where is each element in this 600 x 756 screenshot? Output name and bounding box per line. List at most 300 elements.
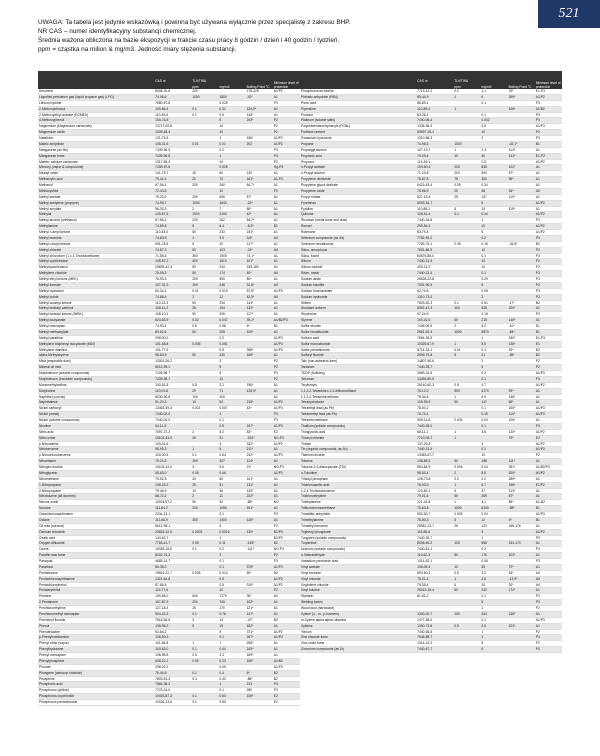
boiling-point-cell: 106* — [508, 106, 535, 112]
ppm-cell: 0.3 — [191, 676, 218, 682]
mg-cell: 0.85 — [218, 700, 245, 706]
cas-cell: 298-00-0 — [154, 335, 191, 341]
protection-cell: A1/P3 — [535, 371, 562, 377]
ppm-cell: 0.1 — [191, 112, 218, 118]
substance-cell: Pentaborane — [38, 570, 154, 576]
protection-cell: A1/P3 — [273, 664, 300, 670]
mg-cell: 205 — [218, 312, 245, 318]
cas-cell: 7440-65-5 — [416, 629, 453, 635]
cas-cell: 25013-15-4 — [416, 588, 453, 594]
protection-cell: A1 — [273, 259, 300, 265]
mg-cell: 5 — [480, 647, 507, 653]
substance-cell: Polychlorinated biphenyls (PCBs) — [300, 124, 416, 130]
cas-cell: 108-88-3 — [416, 459, 453, 465]
protection-cell: A1/P2 — [535, 212, 562, 218]
substance-cell: Parathion — [38, 564, 154, 570]
col-twa-header: TLV/TWA — [453, 71, 507, 83]
substance-cell: Potassium hydroxide — [300, 136, 416, 142]
mg-cell: 37 — [480, 488, 507, 494]
mg-cell: 6100 — [480, 506, 507, 512]
cas-cell: 10028-15-6 — [154, 547, 191, 553]
protection-cell: P3 — [535, 218, 562, 224]
protection-cell: A1 — [273, 600, 300, 606]
substance-cell: Phenyl mercaptan — [38, 653, 154, 659]
ppm-cell: 200 — [191, 194, 218, 200]
mg-cell: 0.15 — [480, 412, 507, 418]
cas-cell: 1314-62-1 — [416, 559, 453, 565]
protection-cell: A1/B2/P3 — [535, 465, 562, 471]
protection-cell: P3 — [273, 512, 300, 518]
cas-cell: 7664-93-9 — [416, 335, 453, 341]
mg-cell: 10 — [480, 130, 507, 136]
boiling-point-cell: 175-325 — [246, 89, 273, 94]
protection-cell: A1 — [273, 653, 300, 659]
ppm-cell: 50 — [453, 400, 480, 406]
substance-cell: Methyl formate — [38, 282, 154, 288]
substance-cell: Thiram — [300, 441, 416, 447]
mg-cell: 0.2 — [218, 147, 245, 153]
protection-cell: NO — [273, 500, 300, 506]
substance-cell: Tungsten (soluble compounds) — [300, 535, 416, 541]
protection-cell: A1 — [273, 606, 300, 612]
mg-cell: 7 — [218, 641, 245, 647]
protection-cell: A1 — [535, 459, 562, 465]
table-body-right — [300, 89, 562, 653]
substance-cell: Vanadium pentoxide dust — [300, 559, 416, 565]
substance-cell: Silicon — [300, 259, 416, 265]
ppm-cell: 0.1 — [191, 547, 218, 553]
substance-cell: Methylcyclohexanol — [38, 265, 154, 271]
substance-cell: Pyridine — [300, 206, 416, 212]
cas-cell: 121-75-5 — [154, 136, 191, 142]
cas-cell: 85-44-9 — [416, 94, 453, 100]
ppm-cell: 50 — [453, 459, 480, 465]
cas-cell: 25639-42-3 — [154, 265, 191, 271]
ppm-cell: 200 — [191, 277, 218, 283]
ppm-cell: 25 — [453, 194, 480, 200]
substance-cell: Methyl parathion — [38, 335, 154, 341]
protection-cell: A1 — [273, 353, 300, 359]
mg-cell: 0.5 — [218, 112, 245, 118]
protection-cell: P2 — [535, 259, 562, 265]
boiling-point-cell: 102* — [508, 165, 535, 171]
mg-cell: 0.5 — [218, 582, 245, 588]
ppm-cell: 0.01 — [191, 141, 218, 147]
mg-cell: 0.04 — [480, 418, 507, 424]
mg-cell: 2.3 — [480, 147, 507, 153]
ppm-cell: 1000 — [453, 141, 480, 147]
mg-cell: 0.63 — [218, 694, 245, 700]
cas-cell: 8030-30-6 — [154, 394, 191, 400]
substance-cell: Sulfur monochloride — [300, 341, 416, 347]
protection-cell: P3 — [273, 147, 300, 153]
ppm-cell: 25 — [191, 482, 218, 488]
boiling-point-cell: -111* — [246, 547, 273, 553]
ppm-cell: 0.05 — [453, 183, 480, 189]
mg-cell: 205 — [218, 329, 245, 335]
boiling-point-cell: -55* — [508, 353, 535, 359]
protection-cell: A1/P3 — [273, 288, 300, 294]
protection-cell: A1 — [273, 200, 300, 206]
substance-cell: Methyl ethyl ketone (MEK) — [38, 277, 154, 283]
substance-cell: Sulfuryl fluoride — [300, 353, 416, 359]
cas-cell: 7440-31-5 — [416, 447, 453, 453]
ppm-cell: 0.005 — [453, 512, 480, 518]
protection-cell: P3 — [273, 559, 300, 565]
cas-cell: 114-26-1 — [416, 159, 453, 165]
mg-cell: 4170 — [480, 388, 507, 394]
substance-cell: Zinc chloride fume — [300, 635, 416, 641]
substance-cell: Sodium bisulfite — [300, 282, 416, 288]
mg-cell: 91 — [218, 482, 245, 488]
boiling-point-cell: 39,1* — [246, 318, 273, 324]
mg-cell: 0.5 — [218, 423, 245, 429]
ppm-cell: 0.2 — [453, 476, 480, 482]
cas-cell: 7631-86-9 — [416, 247, 453, 253]
cas-cell: 74-93-1 — [154, 324, 191, 330]
substance-cell: Nitric oxide — [38, 435, 154, 441]
substance-cell: Xylene (o-, m-, p-isomers) — [300, 611, 416, 617]
protection-cell: A1 — [535, 306, 562, 312]
mg-cell: 1640 — [218, 200, 245, 206]
substance-cell: Methyl isobutyl ketone (MIBK) — [38, 312, 154, 318]
mg-cell: 10 — [480, 265, 507, 271]
cas-cell: 8052-41-3 — [416, 306, 453, 312]
substance-cell: Methylene chloride — [38, 271, 154, 277]
substance-cell: Methyl methacrylate — [38, 329, 154, 335]
protection-cell: AX — [535, 188, 562, 194]
substance-cell: Liquefied petroleum gas (liquid propane gas) (LPG) — [38, 94, 154, 100]
mg-cell: 10 — [218, 124, 245, 130]
mg-cell: 10 — [218, 376, 245, 382]
protection-cell: A1/P2 — [273, 629, 300, 635]
boiling-point-cell: 213* — [508, 488, 535, 494]
mg-cell: 5 — [480, 230, 507, 236]
mg-cell: 60 — [218, 171, 245, 177]
cas-cell: 115-86-6 — [416, 529, 453, 535]
ppm-cell: 1 — [453, 394, 480, 400]
protection-cell: B1 — [535, 329, 562, 335]
mg-cell: 0.1 — [480, 617, 507, 623]
ppm-cell: 1 — [191, 641, 218, 647]
boiling-point-cell: 220* — [508, 306, 535, 312]
mg-cell: 10 — [218, 159, 245, 165]
cas-cell: 8002-74-2 — [154, 553, 191, 559]
protection-cell: AX — [535, 570, 562, 576]
protection-cell: P3 — [535, 423, 562, 429]
cas-cell: 7440-33-7 — [416, 535, 453, 541]
cas-cell: 83-79-4 — [416, 230, 453, 236]
boiling-point-cell: 79* — [508, 435, 535, 441]
mg-cell: 20 — [480, 582, 507, 588]
note-twa: Średnia ważona obliczona na bazie ekspozycji w trakcie czasu pracy 8 godzin / dzień i 40 godzin / tydzień. — [38, 37, 340, 44]
ppm-cell: 50 — [453, 588, 480, 594]
mg-cell: 11 — [218, 494, 245, 500]
ppm-cell: 0.02 — [191, 318, 218, 324]
protection-cell: P2 — [273, 159, 300, 165]
ppm-cell: 5 — [453, 517, 480, 523]
cas-cell: 7646-85-7 — [416, 635, 453, 641]
ppm-cell: 2 — [191, 206, 218, 212]
protection-cell: P2 — [535, 453, 562, 459]
cas-cell: 72-43-5 — [154, 188, 191, 194]
ppm-cell: 5 — [191, 224, 218, 230]
cas-cell: 7440-67-7 — [416, 647, 453, 653]
protection-cell: A1/P2 — [273, 136, 300, 142]
substance-cell: Methylene dianiline — [38, 347, 154, 353]
mg-cell: 6.7 — [480, 482, 507, 488]
boiling-point-cell: 251* — [508, 465, 535, 471]
cas-cell: 584-84-9 — [416, 465, 453, 471]
substance-cell: Styrene — [300, 318, 416, 324]
substance-cell: Vinyl toluene — [300, 588, 416, 594]
boiling-point-cell: 43* — [246, 406, 273, 412]
ppm-cell: 0.005 — [453, 418, 480, 424]
ppm-cell: 1 — [453, 500, 480, 506]
boiling-point-cell: 72* — [508, 564, 535, 570]
protection-cell: A1/P2 — [535, 230, 562, 236]
substance-cell: n-Propyl acetate — [300, 165, 416, 171]
substance-cell: Platinum (soluble salts) — [300, 118, 416, 124]
substance-cell: Magnesium (Magnesium carbonate) — [38, 124, 154, 130]
ppm-cell: 1000 — [191, 94, 218, 100]
boiling-point-cell: -34,6* — [508, 241, 535, 247]
cas-cell: 4685-14-7 — [154, 559, 191, 565]
substance-cell: p-Phenylenediamine — [38, 635, 154, 641]
mg-cell: 1 — [480, 606, 507, 612]
substance-cell: Mercury (vapor & compounds) — [38, 165, 154, 171]
ppm-cell: 50 — [191, 265, 218, 271]
mg-cell: 307 — [218, 459, 245, 465]
substance-cell: Trimethyl benzene — [300, 523, 416, 529]
substance-cell: Pentane — [38, 594, 154, 600]
substance-cell: Uranium (soluble compounds) — [300, 547, 416, 553]
boiling-point-cell: 144* — [246, 300, 273, 306]
mg-cell: 1610 — [218, 259, 245, 265]
substance-cell: Magnesium oxide — [38, 130, 154, 136]
substance-cell: Nitrous oxide — [38, 500, 154, 506]
substance-cell: Methyl acrylate — [38, 206, 154, 212]
mg-cell: 10 — [480, 453, 507, 459]
substance-cell: Methyl n-amyl ketone — [38, 230, 154, 236]
ppm-cell: 5 — [453, 206, 480, 212]
protection-cell: B1 — [273, 324, 300, 330]
mg-cell: 1 — [480, 335, 507, 341]
cas-cell: 101-77-9 — [154, 347, 191, 353]
mg-cell: 1 — [218, 682, 245, 688]
cas-cell: 5714-22-1 — [416, 347, 453, 353]
cas-cell: 75-35-4 — [416, 582, 453, 588]
cas-cell: 67-56-1 — [154, 183, 191, 189]
mg-cell: 0.44 — [218, 647, 245, 653]
ppm-cell: 1000 — [453, 506, 480, 512]
substance-cell: Phosphorus pentachloride — [38, 700, 154, 706]
substance-cell: Methyl acetate — [38, 194, 154, 200]
cas-cell: 7440-21-3 — [416, 259, 453, 265]
boiling-point-cell: 6* — [246, 324, 273, 330]
ppm-cell: 5 — [453, 582, 480, 588]
substance-cell: Trimellitic anhydride — [300, 512, 416, 518]
substance-cell: Vinyl acetate — [300, 564, 416, 570]
cas-cell: 1321-64-8 — [154, 576, 191, 582]
boiling-point-cell: 138* — [508, 611, 535, 617]
protection-cell: A1/P3 — [273, 423, 300, 429]
boiling-point-cell: 66* — [508, 400, 535, 406]
mg-cell: 4.7 — [480, 382, 507, 388]
mg-cell: 31 — [218, 435, 245, 441]
cas-cell: 1309-48-4 — [154, 130, 191, 136]
protection-cell: A1/P2 — [535, 159, 562, 165]
boiling-point-cell: 156* — [246, 136, 273, 142]
protection-cell: A1 — [273, 623, 300, 629]
ppm-cell: 0.1 — [191, 106, 218, 112]
ppm-cell: 0.1 — [191, 647, 218, 653]
mg-cell: 0.5 — [480, 159, 507, 165]
substance-cell: Methyl chloroform (1,1,1-Trichloroethane) — [38, 253, 154, 259]
boiling-point-cell: 130 — [246, 171, 273, 177]
substance-cell: 1-Nitropropane — [38, 482, 154, 488]
col-cas-header: CAS nr — [416, 71, 453, 83]
boiling-point-cell: 101* — [246, 476, 273, 482]
substance-cell: Methylal — [38, 212, 154, 218]
cas-cell: 8012-95-1 — [154, 365, 191, 371]
protection-cell: E2 — [273, 694, 300, 700]
mg-cell: 434 — [480, 611, 507, 617]
mg-cell: 0.46 — [218, 470, 245, 476]
substance-cell: Oil mist (mineral) — [38, 523, 154, 529]
cas-cell: 126-73-8 — [416, 476, 453, 482]
mg-cell: 103 — [218, 247, 245, 253]
cas-cell: 121-44-8 — [416, 500, 453, 506]
protection-cell: A1 — [535, 523, 562, 529]
boiling-point-cell: 165* — [246, 353, 273, 359]
col-substance-header — [300, 71, 416, 83]
mg-cell: 10 — [218, 130, 245, 136]
substance-cell: Lithium hydride — [38, 100, 154, 106]
mg-cell: 0.1 — [218, 635, 245, 641]
ppm-cell: 0.05 — [191, 470, 218, 476]
cas-cell: 111-65-9 — [154, 517, 191, 523]
mg-cell: 107 — [480, 194, 507, 200]
substance-cell: Vinyl bromide — [300, 570, 416, 576]
protection-cell: B2 — [273, 570, 300, 576]
boiling-point-cell: 29* — [508, 347, 535, 353]
cas-cell: 108-98-5 — [154, 653, 191, 659]
boiling-point-cell: 121* — [246, 606, 273, 612]
mg-cell: 50 — [218, 476, 245, 482]
substance-cell: Methyl chloride — [38, 247, 154, 253]
cas-cell: 98-95-3 — [154, 447, 191, 453]
substance-cell: Toluene — [300, 459, 416, 465]
boiling-point-cell: 196* — [246, 382, 273, 388]
cas-cell: 79-20-9 — [154, 194, 191, 200]
ppm-cell: 15 — [191, 171, 218, 177]
boiling-point-cell: -88* — [246, 676, 273, 682]
boiling-point-cell: 3* — [508, 517, 535, 523]
mg-cell: 0.002 — [480, 118, 507, 124]
mg-cell: 1 — [218, 153, 245, 159]
substance-cell: Tin (organic compounds, as Sn) — [300, 447, 416, 453]
substance-cell: Methyl n-butyl ketone — [38, 241, 154, 247]
protection-cell: P3 — [273, 682, 300, 688]
protection-cell: P3 — [535, 376, 562, 382]
substance-cell: 1,1,2,2-Tetrachloro-1,2-difluoroethane — [300, 388, 416, 394]
protection-cell: A1 — [273, 94, 300, 100]
mg-cell: 1050 — [218, 506, 245, 512]
substance-cell: Tetramethyl lead (as Pb) — [300, 412, 416, 418]
cas-cell: 7697-37-2 — [154, 429, 191, 435]
substance-cell: Triphenyl phosphate — [300, 529, 416, 535]
substance-cell: Nitrogen dioxide — [38, 465, 154, 471]
boiling-point-cell: 21* — [246, 465, 273, 471]
ppm-cell: 0.01 — [191, 288, 218, 294]
cas-cell: 75-01-4 — [416, 576, 453, 582]
substance-cell: Xylidine — [300, 623, 416, 629]
protection-cell: P3 — [535, 288, 562, 294]
boiling-point-cell: 93* — [508, 388, 535, 394]
protection-cell: P3 — [535, 559, 562, 565]
protection-cell: P3 — [273, 412, 300, 418]
boiling-point-cell: 60* — [246, 570, 273, 576]
cas-cell: 7440-16-6 — [416, 218, 453, 224]
cas-cell: 7440-22-4 — [416, 271, 453, 277]
mg-cell: 3.9 — [218, 235, 245, 241]
mg-cell: 0.11 — [218, 541, 245, 547]
boiling-point-cell: 155-180 — [246, 265, 273, 271]
protection-cell: A1 — [535, 588, 562, 594]
ppm-cell: 20 — [191, 177, 218, 183]
substance-cell: Silicon carbide — [300, 265, 416, 271]
mg-cell: 0.2 — [218, 547, 245, 553]
mg-cell: 170 — [218, 606, 245, 612]
substance-cell: Nonane — [38, 506, 154, 512]
protection-cell: E1-P2 — [535, 153, 562, 159]
substance-cell: Selenium compounds (as Se) — [300, 235, 416, 241]
substance-cell: Paraffin wax fume — [38, 553, 154, 559]
protection-cell: Hg-P3 — [273, 165, 300, 171]
substance-cell: Octane — [38, 517, 154, 523]
cas-cell: 108-10-1 — [154, 312, 191, 318]
cas-cell: 79-24-3 — [154, 459, 191, 465]
substance-cell: Talc (non-asbestos form) — [300, 359, 416, 365]
boiling-point-cell: 87* — [508, 494, 535, 500]
protection-cell: E1-P3 — [535, 335, 562, 341]
protection-cell: P3 — [535, 100, 562, 106]
cas-cell: 78-00-2 — [416, 406, 453, 412]
cas-cell: 88-72-2 — [154, 494, 191, 500]
ppm-cell: 50 — [453, 494, 480, 500]
mg-cell: 525 — [480, 306, 507, 312]
boiling-point-cell: 42,5* — [246, 294, 273, 300]
protection-cell: B2 — [273, 541, 300, 547]
protection-cell: NO-P3 — [273, 547, 300, 553]
cas-cell: 80-62-6 — [154, 329, 191, 335]
substance-cell: Terphenyls — [300, 382, 416, 388]
protection-cell: P2 — [273, 588, 300, 594]
mg-cell: 3 — [218, 359, 245, 365]
mg-cell: 2 — [480, 136, 507, 142]
protection-cell: A1/P3 — [273, 341, 300, 347]
boiling-point-cell: 3,6* — [246, 235, 273, 241]
cas-cell: 60676-86-0 — [416, 253, 453, 259]
protection-cell: P2 — [273, 523, 300, 529]
ppm-cell: 0.1 — [191, 611, 218, 617]
mg-cell: 0.013 — [218, 570, 245, 576]
protection-cell: A1 — [535, 147, 562, 153]
mg-cell: 5.2 — [218, 429, 245, 435]
cas-cell: 26140-60-3 — [416, 382, 453, 388]
mg-cell: 30 — [480, 153, 507, 159]
